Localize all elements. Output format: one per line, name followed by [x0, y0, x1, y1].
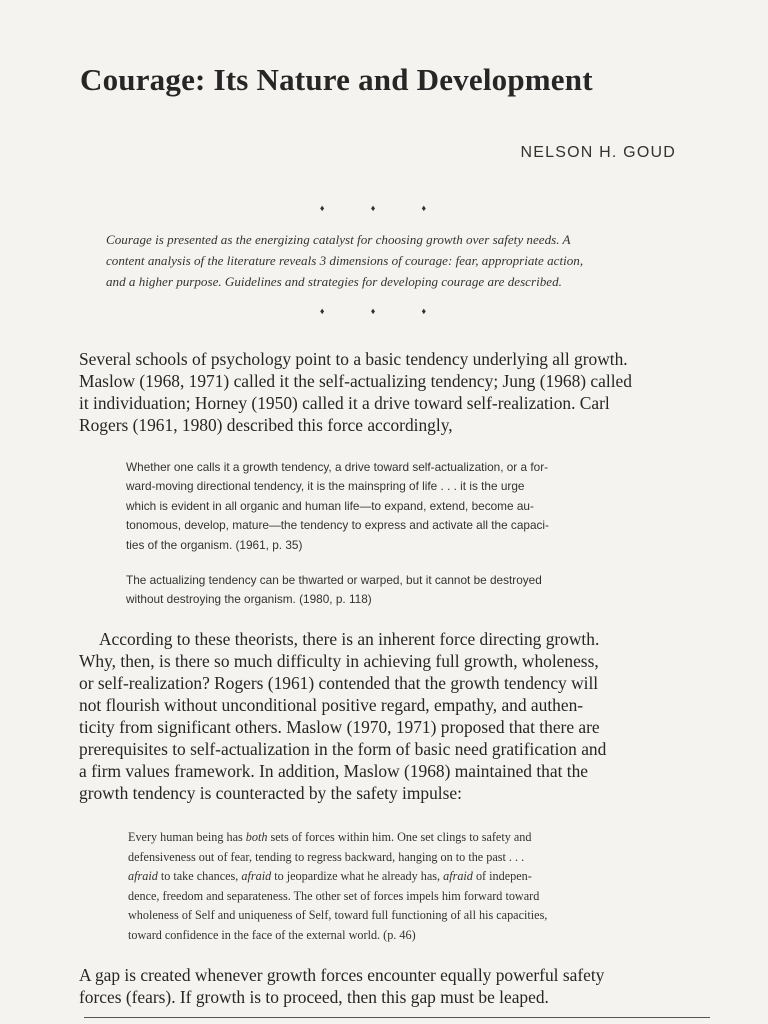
text-line: Why, then, is there so much difficulty in achieving full growth, wholeness,	[79, 651, 599, 671]
quote-line: dence, freedom and separateness. The other set of forces impels him forward toward	[128, 888, 540, 903]
block-quote-3	[128, 828, 668, 946]
text-line: growth tendency is counteracted by the safety impulse:	[79, 783, 462, 803]
text-line: forces (fears). If growth is to proceed, then this gap must be leaped.	[79, 987, 549, 1007]
paragraph-3	[79, 964, 719, 1008]
quote-line	[128, 867, 668, 887]
abstract-line: and a higher purpose. Guidelines and strategies for developing courage are described.	[106, 274, 562, 289]
abstract-line: content analysis of the literature reveals 3 dimensions of courage: fear, appropriate action,	[106, 253, 584, 268]
quote-line	[128, 828, 668, 848]
text-line: a firm values framework. In addition, Maslow (1968) maintained that the	[79, 761, 589, 781]
text-line: prerequisites to self-actualization in the form of basic need gratification and	[79, 739, 607, 759]
block-quote-1	[126, 458, 666, 555]
text-line: Maslow (1968, 1971) called it the self-actualizing tendency; Jung (1968) called	[79, 371, 632, 391]
quote-line: tonomous, develop, mature—the tendency to express and activate all the capaci-	[126, 518, 549, 533]
quote-line: defensiveness out of fear, tending to regress backward, hanging on to the past . . .	[128, 849, 525, 864]
abstract-line: Courage is presented as the energizing catalyst for choosing growth over safety needs. A	[106, 232, 571, 247]
text-line: A gap is created whenever growth forces encounter equally powerful safety	[79, 965, 605, 985]
text-line: According to these theorists, there is an inherent force directing growth.	[99, 629, 600, 649]
quote-line: without destroying the organism. (1980, p. 118)	[126, 592, 372, 607]
quote-line: toward confidence in the face of the external world. (p. 46)	[128, 927, 416, 942]
block-quote-2	[126, 571, 666, 610]
quote-emphasis: afraid	[443, 869, 473, 884]
quote-line: Whether one calls it a growth tendency, a drive toward self-actualization, or a for-	[126, 460, 549, 474]
quote-text: of indepen-	[472, 869, 532, 884]
text-line: Several schools of psychology point to a basic tendency underlying all growth.	[79, 349, 628, 369]
text-line: ticity from significant others. Maslow (1970, 1971) proposed that there are	[79, 717, 600, 737]
quote-emphasis: afraid	[241, 869, 272, 884]
text-line: not flourish without unconditional positive regard, empathy, and authen-	[79, 695, 584, 715]
quote-emphasis: both	[245, 830, 268, 844]
page-footer-rule	[84, 1017, 710, 1018]
abstract	[106, 229, 676, 292]
author-name: NELSON H. GOUD	[520, 144, 676, 161]
quote-emphasis: afraid	[128, 869, 158, 884]
ornament-bottom: ♦ ♦ ♦	[319, 306, 449, 316]
quote-line: which is evident in all organic and human life—to expand, extend, become au-	[126, 498, 534, 513]
quote-text: sets of forces within him. One set clings to safety and	[267, 830, 532, 844]
quote-line: wholeness of Self and uniqueness of Self, toward full functioning of all his capacities,	[128, 908, 548, 923]
paragraph-1	[79, 348, 719, 436]
text-line: or self-realization? Rogers (1961) contended that the growth tendency will	[79, 673, 599, 693]
ornament-top: ♦ ♦ ♦	[319, 203, 449, 213]
text-line: Rogers (1961, 1980) described this force accordingly,	[79, 415, 453, 435]
quote-text: Every human being has	[128, 830, 246, 844]
paragraph-2	[79, 628, 719, 804]
text-line: it individuation; Horney (1950) called it a drive toward self-realization. Carl	[79, 393, 610, 413]
quote-line: ties of the organism. (1961, p. 35)	[126, 537, 303, 552]
article-title: Courage: Its Nature and Development	[80, 62, 593, 97]
quote-text: to jeopardize what he already has,	[271, 869, 444, 884]
quote-text: to take chances,	[157, 869, 242, 884]
quote-line: The actualizing tendency can be thwarted or warped, but it cannot be destroyed	[126, 573, 542, 587]
quote-line: ward-moving directional tendency, it is the mainspring of life . . . it is the urge	[126, 479, 525, 494]
